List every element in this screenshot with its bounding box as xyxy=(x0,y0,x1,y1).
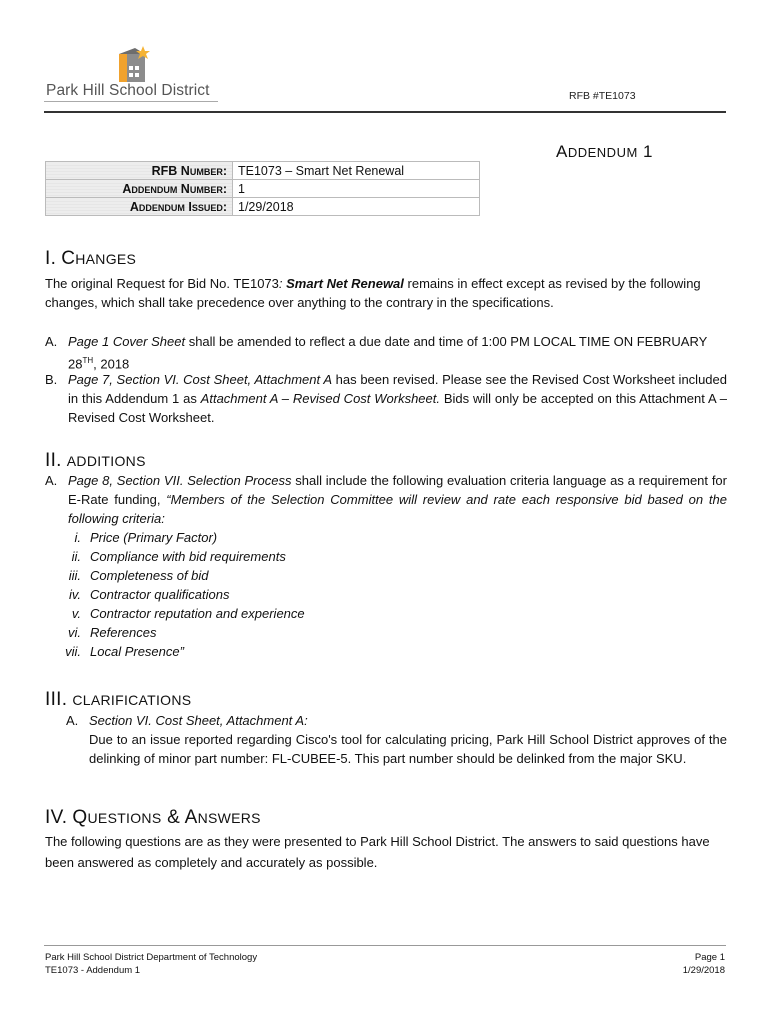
info-value: TE1073 – Smart Net Renewal xyxy=(233,162,480,180)
info-label: RFB Number: xyxy=(46,162,233,180)
footer-right xyxy=(683,951,725,977)
clarifications-item-a: A. Section VI. Cost Sheet, Attachment A: Due to an issue reported regarding Cisco's tool for calculating pricing, Park Hill School District approves of the delinking of minor part number: FL-CUBEE-5. This part number should be delinked from the major SKU. xyxy=(66,713,727,766)
footer-left xyxy=(45,951,257,977)
info-row-rfb-number xyxy=(46,162,480,180)
addendum-title-num: 1 xyxy=(637,142,653,161)
changes-intro: The original Request for Bid No. TE1073: Smart Net Renewal remains in effect except as revised by the following changes, which shall take precedence over anything to the contrary in the specifications. xyxy=(45,276,701,310)
footer-divider xyxy=(44,945,726,946)
logo-text: Park Hill School District xyxy=(46,82,210,99)
info-label: Addendum Number: xyxy=(46,180,233,198)
addendum-title-first: A xyxy=(556,142,568,161)
info-label: Addendum Issued: xyxy=(46,198,233,216)
section-heading-clarifications: III. CLARIFICATIONS xyxy=(45,689,192,710)
info-row-addendum-number xyxy=(46,180,480,198)
header-divider xyxy=(44,111,726,113)
qa-intro: The following questions are as they were presented to Park Hill School District. The answers to said questions have been answered as completely and accurately as possible. xyxy=(45,834,710,870)
footer-document-id: TE1073 - Addendum 1 xyxy=(45,965,141,976)
addendum-info-table xyxy=(45,161,480,216)
section-heading-additions: II. ADDITIONS xyxy=(45,450,146,471)
section-heading-qa: IV. QUESTIONS & ANSWERS xyxy=(45,807,261,828)
footer-department: Park Hill School District Department of Technology xyxy=(45,952,258,963)
footer-page-number: Page 1 xyxy=(694,952,725,963)
addendum-title-rest: DDENDUM xyxy=(567,145,638,160)
info-row-addendum-issued xyxy=(46,198,480,216)
info-value: 1 xyxy=(233,180,480,198)
changes-item-b: B. Page 7, Section VI. Cost Sheet, Attachment A has been revised. Please see the Revised Cost Worksheet included in this Addendum 1 as Attachment A – Revised Cost Worksheet. Bids will only be accepted on this Attachment A – Revised Cost Worksheet. xyxy=(45,372,727,425)
section-heading-changes: I. CHANGES xyxy=(45,248,137,269)
addendum-title xyxy=(556,142,653,162)
logo-underline xyxy=(44,101,218,102)
info-value: 1/29/2018 xyxy=(233,198,480,216)
footer-date: 1/29/2018 xyxy=(682,965,725,976)
rfb-reference: RFB #TE1073 xyxy=(569,90,636,102)
additions-item-a: A. Page 8, Section VII. Selection Process shall include the following evaluation criteria language as a requirement for E-Rate funding, “Members of the Selection Committee will review and rate each responsive bid based on the following criteria: xyxy=(45,473,727,526)
changes-item-a: A. Page 1 Cover Sheet shall be amended to reflect a due date and time of 1:00 PM LOCAL TIME ON FEBRUARY 28TH, 2018 xyxy=(45,334,708,372)
